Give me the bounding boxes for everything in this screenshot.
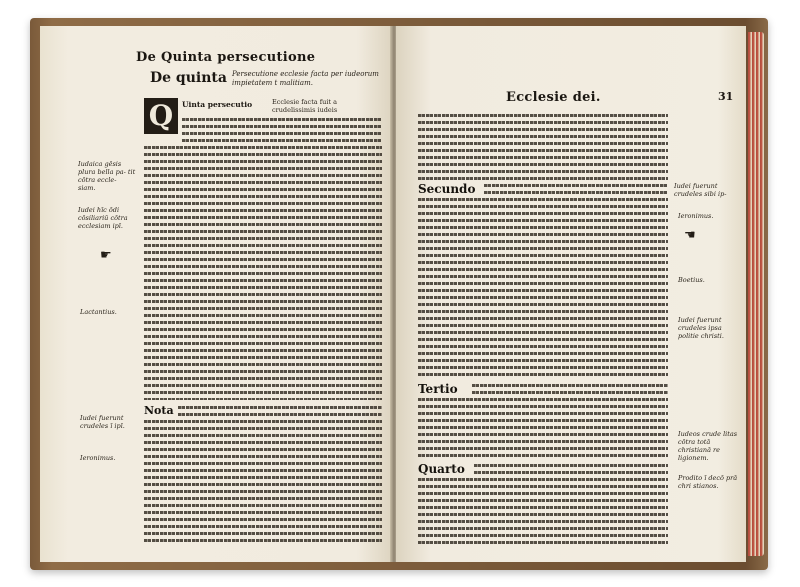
heading-secundo: Secundo	[418, 182, 476, 196]
heading-tertio: Tertio	[418, 382, 458, 396]
right-text-block-4	[472, 382, 668, 396]
chapter-title: De quinta	[150, 70, 227, 86]
text-block-2	[144, 144, 382, 400]
nota-heading: Nota	[144, 404, 174, 417]
text-block-4	[144, 418, 382, 546]
right-side-note-2: Ieronimus.	[678, 212, 714, 220]
right-running-head: Ecclesie dei.	[506, 90, 601, 105]
heading-quarto: Quarto	[418, 462, 465, 476]
side-note-3: Lactantius.	[80, 308, 117, 316]
page-edges	[748, 32, 764, 556]
side-note-5: Ieronimus.	[80, 454, 116, 462]
right-text-block-6	[474, 462, 668, 476]
side-note-4: Iudei fuerunt crudeles ī ipī.	[80, 414, 125, 430]
right-side-note-1: Iudei fuerunt crudeles sibi ip-	[674, 182, 727, 198]
left-page	[40, 26, 392, 562]
right-side-note-3: Boetius.	[678, 276, 705, 284]
right-text-block-3	[418, 196, 668, 380]
lead-text: Uinta persecutio	[182, 100, 253, 109]
right-text-block-7	[418, 476, 668, 548]
right-page	[396, 26, 746, 562]
text-block-3	[178, 404, 382, 418]
decorated-initial: Q	[144, 98, 178, 134]
lead-text-right: Ecclesie facta fuit a crudelissimis iudeis	[272, 98, 338, 114]
open-book	[30, 18, 768, 570]
right-side-note-6: Prodito ī decō prā chri stianos.	[678, 474, 738, 490]
manicule-icon-right: ☚	[684, 228, 696, 243]
folio-number: 31	[718, 90, 734, 103]
left-running-head: De Quinta persecutione	[136, 50, 316, 65]
right-side-note-4: Iudei fuerunt crudeles ipsa politie christi.	[678, 316, 724, 340]
side-note-2: Iudei hīc ōdi cōsiliariū cōtra ecclesiam ipī.	[78, 206, 128, 230]
right-side-note-5: Iudeos crude litas cōtra totā christianā re ligionem.	[678, 430, 738, 462]
right-text-block-1	[418, 112, 668, 182]
right-text-block-2	[484, 182, 668, 196]
text-block-1	[182, 116, 382, 144]
right-text-block-5	[418, 396, 668, 460]
manicule-icon: ☛	[100, 248, 112, 263]
chapter-subtitle: Persecutione ecclesie facta per iudeorum impietatem t malitiam.	[232, 70, 379, 87]
side-note-1: Iudaica gēsis plura bella pa- tit cōtra eccle- siam.	[78, 160, 136, 192]
